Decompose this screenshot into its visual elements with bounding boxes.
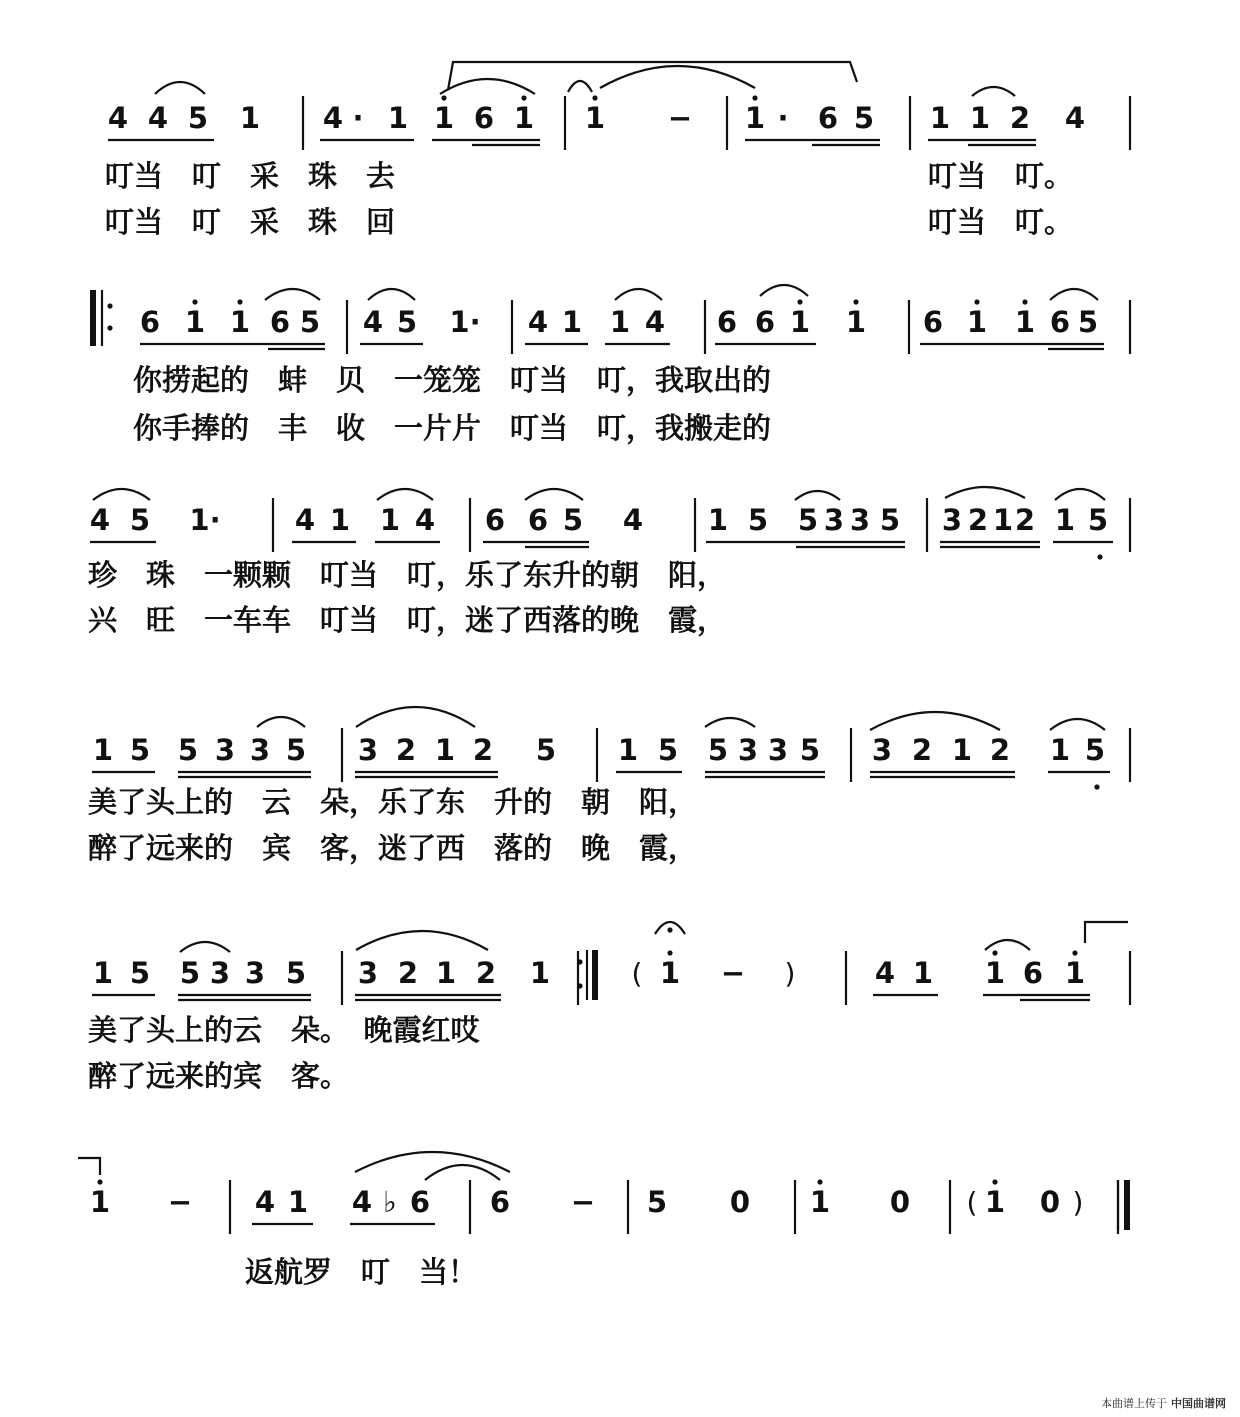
- note: 3: [849, 503, 871, 537]
- note: 5: [797, 503, 819, 537]
- slur: [1050, 289, 1098, 300]
- note: 5: [129, 956, 151, 990]
- note-high: 1: [89, 1185, 111, 1219]
- note: 1: [617, 733, 639, 767]
- slur: [180, 942, 230, 952]
- note: 4: [622, 503, 644, 537]
- note: 3: [823, 503, 845, 537]
- lyric-line: 叮当 叮 采 珠 去: [105, 159, 396, 193]
- slur: [377, 489, 433, 500]
- lyric-line: 叮当 叮 采 珠 回: [105, 205, 396, 239]
- note-high: 1: [966, 305, 988, 339]
- note: 6: [269, 305, 291, 339]
- lyric-line: 返航罗 叮 当！: [245, 1255, 478, 1289]
- note-high: 1: [184, 305, 206, 339]
- slur: [93, 489, 150, 500]
- slur: [600, 66, 755, 88]
- note: 4: [147, 101, 169, 135]
- slur: [425, 1165, 500, 1180]
- dash: −: [720, 956, 746, 990]
- note: 3: [214, 733, 236, 767]
- high-octave-dot: [992, 950, 997, 955]
- note: 6: [489, 1185, 511, 1219]
- note: 3: [941, 503, 963, 537]
- note: 1: [379, 503, 401, 537]
- slur: [355, 1152, 510, 1172]
- volta-bracket-start: [1085, 922, 1128, 943]
- note: 6: [473, 101, 495, 135]
- slur: [760, 285, 808, 296]
- note: 5: [657, 733, 679, 767]
- note: 2: [397, 956, 419, 990]
- high-octave-dot: [797, 299, 802, 304]
- note: 1: [329, 503, 351, 537]
- note: 5: [179, 956, 201, 990]
- slur: [525, 489, 583, 500]
- slur: [568, 81, 592, 92]
- note: 5: [129, 503, 151, 537]
- note: 2: [989, 733, 1011, 767]
- note-high: 1: [789, 305, 811, 339]
- dash: −: [667, 101, 693, 135]
- note: 6: [139, 305, 161, 339]
- note: 5: [177, 733, 199, 767]
- high-octave-dot: [667, 950, 672, 955]
- note: 6: [527, 503, 549, 537]
- note: 4: [107, 101, 129, 135]
- note: 3: [767, 733, 789, 767]
- note-high: 1: [744, 101, 766, 135]
- note: 1: [435, 956, 457, 990]
- note: 1: [529, 956, 551, 990]
- slur: [1055, 489, 1105, 500]
- slur: [440, 79, 535, 94]
- high-octave-dot: [237, 299, 242, 304]
- note: 6: [1049, 305, 1071, 339]
- dash: −: [167, 1185, 193, 1219]
- paren: ): [1072, 1186, 1084, 1219]
- lyric-line: 珍 珠 一颗颗 叮当 叮，乐了东升的朝 阳，: [88, 558, 727, 592]
- note: 5: [707, 733, 729, 767]
- note: 1: [1054, 503, 1076, 537]
- note-high: 1: [433, 101, 455, 135]
- note: 2: [967, 503, 989, 537]
- note: 0: [889, 1185, 911, 1219]
- note: 1: [92, 956, 114, 990]
- high-octave-dot: [992, 1179, 997, 1184]
- note: 5: [187, 101, 209, 135]
- note: 6: [409, 1185, 431, 1219]
- note: 1·: [189, 503, 221, 537]
- note: 1: [434, 733, 456, 767]
- slur: [615, 289, 662, 300]
- lyric-line: 你捞起的 蚌 贝 一笼笼 叮当 叮，我取出的: [133, 363, 772, 397]
- paren: (: [631, 957, 643, 990]
- note: 4: [874, 956, 896, 990]
- lyric-line: 美了头上的 云 朵，乐了东 升的 朝 阳，: [88, 785, 698, 819]
- lyric-line: 兴 旺 一车车 叮当 叮，迷了西落的晚 霞，: [88, 603, 727, 637]
- note: 1·: [449, 305, 481, 339]
- credit-text: 本曲谱上传于: [1101, 1397, 1167, 1410]
- note: 3: [244, 956, 266, 990]
- note: 5: [1077, 305, 1099, 339]
- slur: [945, 487, 1025, 498]
- note: 5: [747, 503, 769, 537]
- note: 1: [1049, 733, 1071, 767]
- lyric-line: 醉了远来的宾 客。: [88, 1059, 350, 1093]
- note: 0: [729, 1185, 751, 1219]
- note: 5: [1087, 503, 1109, 537]
- note: 5: [853, 101, 875, 135]
- high-octave-dot: [817, 1179, 822, 1184]
- slur: [705, 718, 755, 727]
- note: 4: [294, 503, 316, 537]
- slur: [795, 491, 840, 500]
- note: 4: [254, 1185, 276, 1219]
- slur: [265, 289, 320, 300]
- credit-site-logo: 中国曲谱网: [1171, 1397, 1226, 1410]
- note: 5: [879, 503, 901, 537]
- note: 1: [561, 305, 583, 339]
- note: 4: [1064, 101, 1086, 135]
- phrase-bracket: [448, 62, 857, 90]
- high-octave-dot: [1072, 950, 1077, 955]
- slur: [155, 82, 205, 94]
- note: 3: [357, 733, 379, 767]
- note: 5: [1084, 733, 1106, 767]
- high-octave-dot: [974, 299, 979, 304]
- note: 6: [754, 305, 776, 339]
- note-high: 1: [984, 1185, 1006, 1219]
- high-octave-dot: [97, 1179, 102, 1184]
- note: 3: [209, 956, 231, 990]
- high-octave-dot: [441, 95, 446, 100]
- slur: [870, 712, 1000, 730]
- note: 1: [969, 101, 991, 135]
- repeat-dot: [107, 325, 112, 330]
- note: 5: [299, 305, 321, 339]
- paren: (: [966, 1186, 978, 1219]
- note: 6: [1022, 956, 1044, 990]
- high-octave-dot: [192, 299, 197, 304]
- note: 5: [799, 733, 821, 767]
- note: 1: [951, 733, 973, 767]
- note: 4: [527, 305, 549, 339]
- lyric-line: 你手捧的 丰 收 一片片 叮当 叮，我搬走的: [133, 411, 772, 445]
- note: 6: [922, 305, 944, 339]
- note: 1: [287, 1185, 309, 1219]
- slur: [972, 87, 1015, 96]
- note: 4: [351, 1185, 373, 1219]
- lyric-line: 叮当 叮。: [928, 159, 1074, 193]
- fermata-dot: [667, 927, 672, 932]
- note: 3: [357, 956, 379, 990]
- note: 1: [239, 101, 261, 135]
- note-high: 1: [1064, 956, 1086, 990]
- low-octave-dot: [1094, 784, 1099, 789]
- repeat-dot: [577, 959, 582, 964]
- note: 5: [396, 305, 418, 339]
- lyric-line: 叮当 叮。: [928, 205, 1074, 239]
- high-octave-dot: [853, 299, 858, 304]
- note: 0: [1039, 1185, 1061, 1219]
- note: 6: [716, 305, 738, 339]
- note: 2: [1009, 101, 1031, 135]
- volta-bracket-end: [78, 1158, 100, 1175]
- note: 4: [414, 503, 436, 537]
- note: 5: [129, 733, 151, 767]
- note-high: 1: [845, 305, 867, 339]
- note-high: 1: [513, 101, 535, 135]
- note: 1: [992, 503, 1014, 537]
- high-octave-dot: [752, 95, 757, 100]
- note-high: 1: [984, 956, 1006, 990]
- note-high: 1: [584, 101, 606, 135]
- slur: [985, 940, 1030, 950]
- slur: [356, 707, 475, 727]
- high-octave-dot: [521, 95, 526, 100]
- slur: [257, 717, 305, 727]
- note: 5: [285, 733, 307, 767]
- note: 5: [646, 1185, 668, 1219]
- repeat-dot: [577, 983, 582, 988]
- dash: −: [570, 1185, 596, 1219]
- note: 2: [472, 733, 494, 767]
- note-high: 1: [809, 1185, 831, 1219]
- dot-rhythm: ·: [777, 101, 789, 135]
- note: 2: [1014, 503, 1036, 537]
- slur: [1050, 719, 1105, 730]
- paren: ): [784, 957, 796, 990]
- note-high: 1: [1014, 305, 1036, 339]
- note: 5: [285, 956, 307, 990]
- note: 1: [912, 956, 934, 990]
- low-octave-dot: [1097, 554, 1102, 559]
- lyric-line: 美了头上的云 朵。 晚霞红哎: [88, 1013, 480, 1047]
- note: 1: [707, 503, 729, 537]
- dot-rhythm: ·: [352, 101, 364, 135]
- note: 5: [562, 503, 584, 537]
- upload-credit: [1101, 1395, 1226, 1411]
- note: 4: [322, 101, 344, 135]
- slur: [368, 289, 415, 300]
- note: 4: [644, 305, 666, 339]
- note: 2: [911, 733, 933, 767]
- note: 3: [871, 733, 893, 767]
- high-octave-dot: [592, 95, 597, 100]
- note: 1: [92, 733, 114, 767]
- lyric-line: 醉了远来的 宾 客，迷了西 落的 晚 霞，: [88, 831, 698, 865]
- note: 1: [609, 305, 631, 339]
- note: 4: [362, 305, 384, 339]
- note: 3: [249, 733, 271, 767]
- note: 1: [929, 101, 951, 135]
- note: 6: [484, 503, 506, 537]
- note: 5: [535, 733, 557, 767]
- note: 3: [737, 733, 759, 767]
- note: 1: [387, 101, 409, 135]
- note: 2: [395, 733, 417, 767]
- note: 6: [817, 101, 839, 135]
- flat-sign: ♭: [383, 1185, 397, 1219]
- note: 4: [89, 503, 111, 537]
- slur: [356, 931, 488, 950]
- note-high: 1: [229, 305, 251, 339]
- repeat-dot: [107, 303, 112, 308]
- high-octave-dot: [1022, 299, 1027, 304]
- note: 2: [475, 956, 497, 990]
- note-high: 1: [659, 956, 681, 990]
